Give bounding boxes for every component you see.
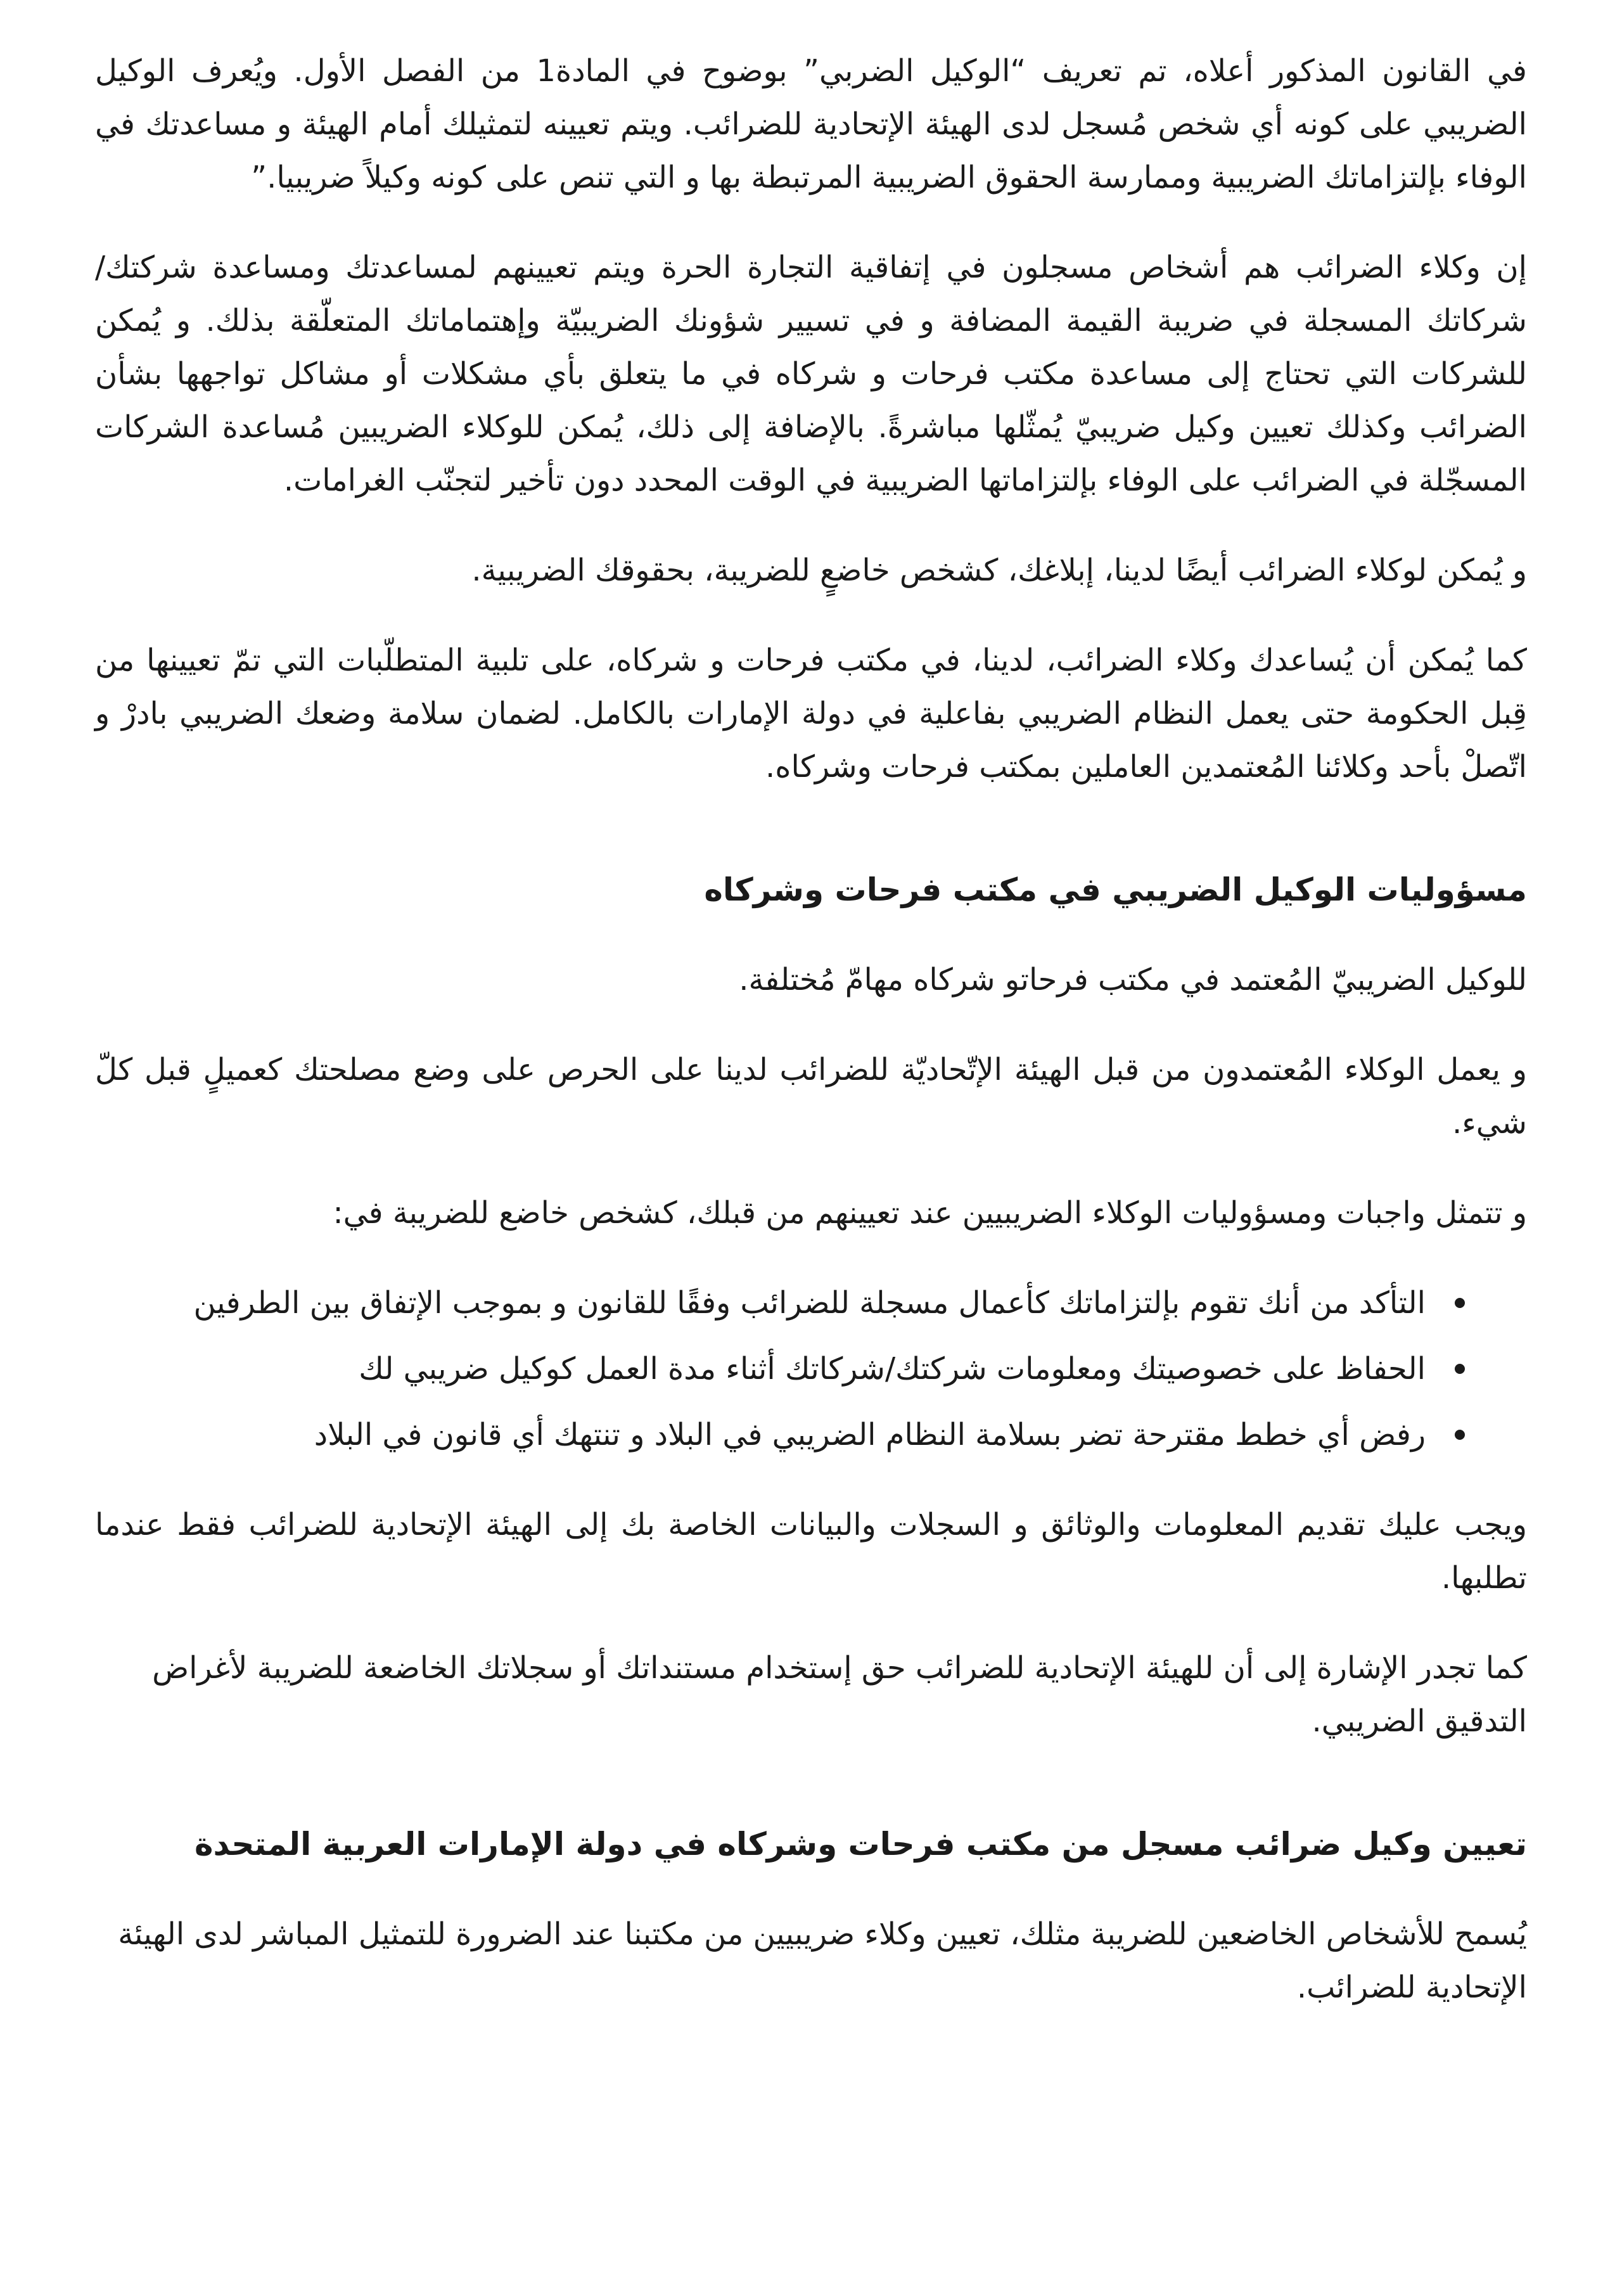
section-heading-responsibilities: مسؤوليات الوكيل الضريبي في مكتب فرحات وشركاه [704, 871, 1527, 908]
intro-paragraph-rights: و يُمكن لوكلاء الضرائب أيضًا لدينا، إبلاغك، كشخص خاضعٍ للضريبة، بحقوقك الضريبية. [471, 553, 1527, 588]
list-item [95, 1408, 1426, 1461]
bullet-icon [1455, 1364, 1465, 1374]
bullet-icon [1455, 1430, 1465, 1440]
bullet-icon [1455, 1298, 1465, 1308]
intro-paragraph-requirements: كما يُمكن أن يُساعدك وكلاء الضرائب، لدينا، في مكتب فرحات و شركاه، على تلبية المتطلّبات التي تمّ تعيينها من قِبل الحكومة حتى يعمل النظام الضريبي بفاعلية في دولة الإمارات بالكامل. لضمان سلامة وضعك الضريبي بادرْ و اتّصلْ بأحد وكلائنا المُعتمدين العاملين بمكتب فرحات وشركاه. [95, 643, 1527, 785]
list-item-text: التأكد من أنك تقوم بإلتزاماتك كأعمال مسجلة للضرائب وفقًا للقانون و بموجب الإتفاق بين الطرفين [193, 1285, 1426, 1321]
appointment-paragraph: يُسمح للأشخاص الخاضعين للضريبة مثلك، تعيين وكلاء ضريبيين من مكتبنا عند الضرورة للتمثيل المباشر لدى الهيئة الإتحادية للضرائب. [118, 1916, 1527, 2005]
responsibilities-paragraph-provide-info: ويجب عليك تقديم المعلومات والوثائق و السجلات والبيانات الخاصة بك إلى الهيئة الإتحادية للضرائب فقط عندما تطلبها. [95, 1507, 1527, 1596]
intro-paragraph-tax-agents: إن وكلاء الضرائب هم أشخاص مسجلون في إتفاقية التجارة الحرة ويتم تعيينهم لمساعدتك ومساعدة شركتك/شركاتك المسجلة في ضريبة القيمة المضافة و في تسيير شؤونك الضريبيّة وإهتماماتك المتعلّقة بذلك. و يُمكن للشركات التي تحتاج إلى مساعدة مكتب فرحات و شركاه في ما يتعلق بأي مشكلات أو مشاكل تواجهها بشأن الضرائب وكذلك تعيين وكيل ضريبيّ يُمثّلها مباشرةً. بالإضافة إلى ذلك، يُمكن للوكلاء الضريبين مُساعدة الشركات المسجّلة في الضرائب على الوفاء بإلتزاماتها الضريبية في الوقت المحدد دون تأخير لتجنّب الغرامات. [95, 250, 1527, 498]
list-item [95, 1342, 1426, 1395]
responsibilities-paragraph-audit: كما تجدر الإشارة إلى أن للهيئة الإتحادية للضرائب حق إستخدام مستنداتك أو سجلاتك الخاضعة للضريبة لأغراض التدقيق الضريبي. [152, 1650, 1527, 1739]
list-item [95, 1276, 1426, 1330]
intro-paragraph-definition: في القانون المذكور أعلاه، تم تعريف “الوكيل الضربي” بوضوح في المادة1 من الفصل الأول. ويُعرف الوكيل الضريبي على كونه أي شخص مُسجل لدى الهيئة الإتحادية للضرائب. ويتم تعيينه لتمثيلك أمام الهيئة و مساعدتك في الوفاء بإلتزاماتك الضريبية وممارسة الحقوق الضريبية المرتبطة بها و التي تنص على كونه وكيلاً ضريبيا.” [95, 53, 1527, 195]
document-page [95, 44, 1527, 2051]
section-heading-appointment: تعيين وكيل ضرائب مسجل من مكتب فرحات وشركاه في دولة الإمارات العربية المتحدة [194, 1826, 1527, 1863]
responsibilities-paragraph-duties-intro: و تتمثل واجبات ومسؤوليات الوكلاء الضريبيين عند تعيينهم من قبلك، كشخص خاضع للضريبة في: [333, 1195, 1527, 1231]
list-item-text: رفض أي خطط مقترحة تضر بسلامة النظام الضريبي في البلاد و تنتهك أي قانون في البلاد [314, 1417, 1426, 1453]
responsibilities-paragraph-tasks: للوكيل الضريبيّ المُعتمد في مكتب فرحاتو شركاه مهامّ مُختلفة. [739, 962, 1527, 997]
duties-list [95, 1276, 1527, 1461]
list-item-text: الحفاظ على خصوصيتك ومعلومات شركتك/شركاتك أثناء مدة العمل كوكيل ضريبي لك [359, 1351, 1426, 1387]
responsibilities-paragraph-client-interest: و يعمل الوكلاء المُعتمدون من قبل الهيئة الإتّحاديّة للضرائب لدينا على الحرص على وضع مصلحتك كعميلٍ قبل كلّ شيء. [95, 1052, 1527, 1141]
